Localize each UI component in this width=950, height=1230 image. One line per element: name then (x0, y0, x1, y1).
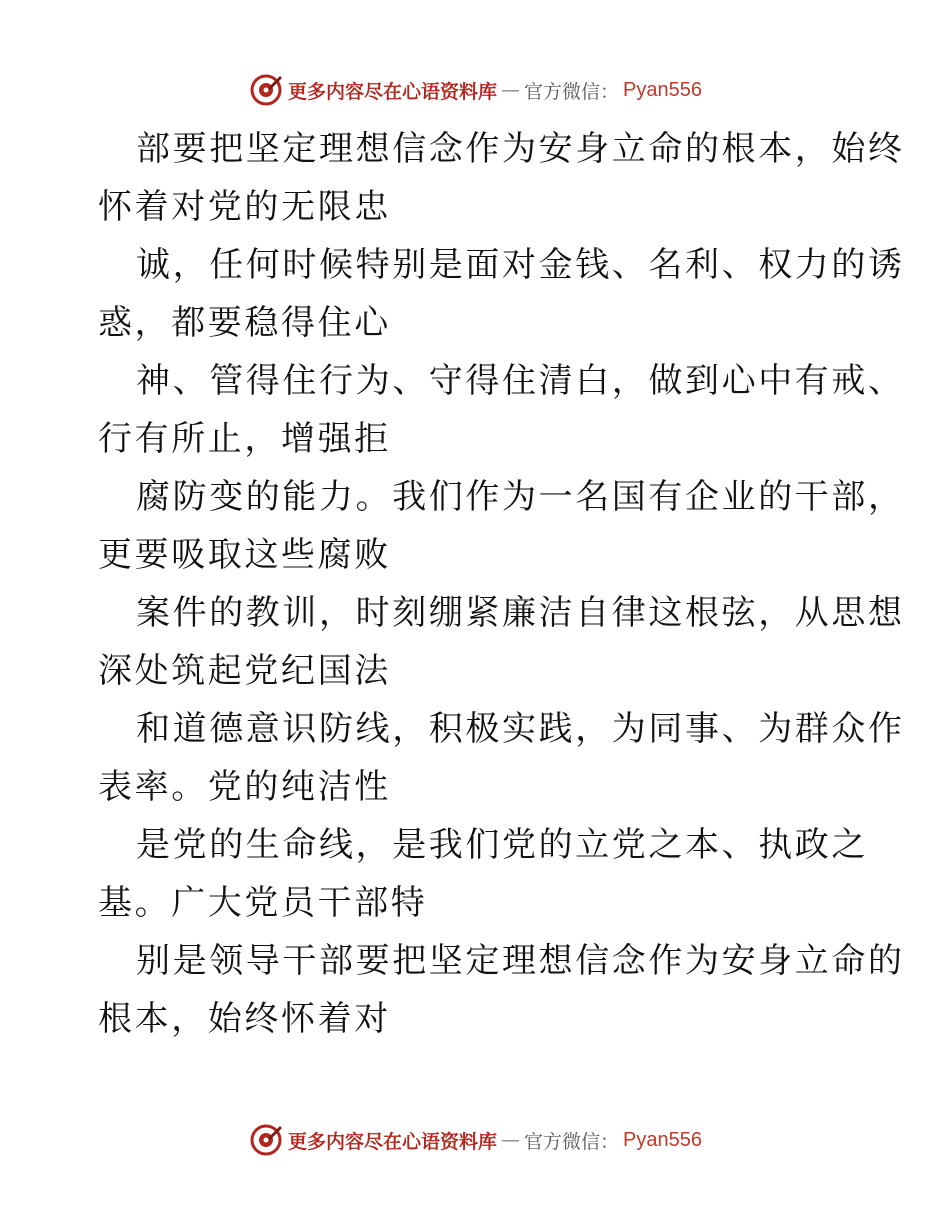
pen-nib-logo-icon (248, 72, 284, 108)
footer-watermark (0, 1120, 950, 1160)
text-line: 别是领导干部要把坚定理想信念作为安身立命的 (136, 941, 905, 981)
text-line: 深处筑起党纪国法 (98, 651, 391, 691)
text-line: 表率。党的纯洁性 (98, 767, 391, 807)
text-line: 更要吸取这些腐败 (98, 535, 391, 575)
text-line: 神、管得住行为、守得住清白，做到心中有戒、 (136, 361, 905, 401)
watermark-separator: — (501, 1129, 521, 1151)
watermark-wechat-id: Pyan556 (623, 78, 702, 101)
text-line: 部要把坚定理想信念作为安身立命的根本，始终 (136, 129, 905, 169)
text-line: 是党的生命线，是我们党的立党之本、执政之 (136, 825, 868, 865)
pen-nib-logo-icon (248, 1122, 284, 1158)
watermark-separator: — (501, 79, 521, 101)
watermark-wechat-label: 官方微信： (524, 1130, 620, 1153)
text-line: 惑，都要稳得住心 (98, 303, 391, 343)
text-line: 怀着对党的无限忠 (98, 187, 391, 227)
text-line: 案件的教训，时刻绷紧廉洁自律这根弦，从思想 (136, 593, 905, 633)
text-line: 基。广大党员干部特 (98, 883, 428, 923)
watermark-wechat-id: Pyan556 (623, 1128, 702, 1151)
header-watermark (0, 70, 950, 110)
text-line: 根本，始终怀着对 (98, 999, 391, 1039)
text-line: 腐防变的能力。我们作为一名国有企业的干部， (136, 477, 905, 517)
text-line: 行有所止，增强拒 (98, 419, 391, 459)
watermark-brand: 更多内容尽在心语资料库 (288, 80, 498, 103)
document-body (98, 120, 905, 1048)
text-line: 和道德意识防线，积极实践，为同事、为群众作 (136, 709, 905, 749)
watermark-brand: 更多内容尽在心语资料库 (288, 1130, 498, 1153)
watermark-wechat-label: 官方微信： (524, 80, 620, 103)
text-line: 诚，任何时候特别是面对金钱、名利、权力的诱 (136, 245, 905, 285)
